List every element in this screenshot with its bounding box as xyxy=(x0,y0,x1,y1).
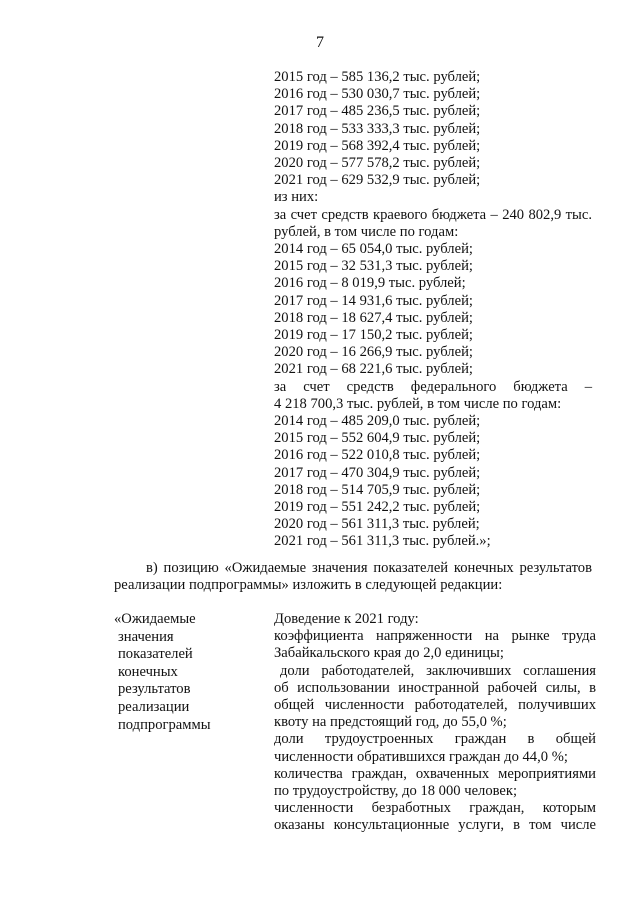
list-item: 2019 год – 551 242,2 тыс. рублей; xyxy=(274,499,481,516)
content-line: численности обратившихся граждан до 44,0 %; xyxy=(274,748,568,765)
list-item: 2016 год – 8 019,9 тыс. рублей; xyxy=(274,275,466,292)
list-item: 2020 год – 577 578,2 тыс. рублей; xyxy=(274,155,481,172)
content-line: общей численности работодателей, получивших xyxy=(274,697,596,714)
regional-budget-heading: за счет средств краевого бюджета – 240 802,9 тыс. xyxy=(274,206,592,223)
list-item: 2021 год – 561 311,3 тыс. рублей.»; xyxy=(274,533,491,550)
content-line: по трудоустройству, до 18 000 человек; xyxy=(274,783,518,800)
content-line: количества граждан, охваченных мероприятиями xyxy=(274,765,596,782)
list-item: 2021 год – 629 532,9 тыс. рублей; xyxy=(274,172,481,189)
list-item: 2015 год – 552 604,9 тыс. рублей; xyxy=(274,430,481,447)
page-number: 7 xyxy=(316,34,324,51)
list-item: 2018 год – 18 627,4 тыс. рублей; xyxy=(274,309,473,326)
list-item: 2014 год – 485 209,0 тыс. рублей; xyxy=(274,413,481,430)
federal-budget-heading: за счет средств федерального бюджета – xyxy=(274,378,592,395)
content-line: квоту на предстоящий год, до 55,0 %; xyxy=(274,714,507,731)
list-item: 2017 год – 485 236,5 тыс. рублей; xyxy=(274,103,481,120)
list-item: 2020 год – 16 266,9 тыс. рублей; xyxy=(274,344,473,361)
list-item: 2019 год – 568 392,4 тыс. рублей; xyxy=(274,137,481,154)
list-item: 2014 год – 65 054,0 тыс. рублей; xyxy=(274,241,473,258)
position-content xyxy=(274,611,596,835)
content-line: численности безработных граждан, которым xyxy=(274,800,596,817)
list-item: 2020 год – 561 311,3 тыс. рублей; xyxy=(274,516,480,533)
position-title-line: «Ожидаемые xyxy=(114,611,196,627)
federal-budget-heading-cont: 4 218 700,3 тыс. рублей, в том числе по годам: xyxy=(274,395,562,412)
content-line: Забайкальского края до 2,0 единицы; xyxy=(274,645,504,662)
content-line: оказаны консультационные услуги, в том числе xyxy=(274,817,596,834)
position-title-line: конечных xyxy=(118,663,178,680)
position-title xyxy=(114,611,254,734)
regional-budget-heading-cont: рублей, в том числе по годам: xyxy=(274,223,459,240)
content-line: Доведение к 2021 году: xyxy=(274,611,419,627)
list-item: 2017 год – 470 304,9 тыс. рублей; xyxy=(274,464,481,481)
content-line: коэффициента напряженности на рынке труда xyxy=(274,628,596,645)
content-line: доли трудоустроенных граждан в общей xyxy=(274,731,596,748)
list-item: из них: xyxy=(274,189,319,206)
list-item: 2019 год – 17 150,2 тыс. рублей; xyxy=(274,327,473,344)
list-item: 2021 год – 68 221,6 тыс. рублей; xyxy=(274,361,473,378)
position-title-line: реализации xyxy=(118,698,190,715)
position-title-line: значения xyxy=(118,628,174,645)
content-line: доли работодателей, заключивших соглашения xyxy=(280,662,596,679)
position-title-line: показателей xyxy=(118,646,193,663)
content-line: об использовании иностранной рабочей силы, в xyxy=(274,679,596,696)
list-item: 2015 год – 32 531,3 тыс. рублей; xyxy=(274,258,473,275)
list-item: 2016 год – 522 010,8 тыс. рублей; xyxy=(274,447,481,464)
amendment-paragraph: в) позицию «Ожидаемые значения показателей конечных результатов реализации подпрограммы» изложить в следующей редакции: xyxy=(114,560,592,594)
list-item: 2016 год – 530 030,7 тыс. рублей; xyxy=(274,86,481,103)
list-item: 2017 год – 14 931,6 тыс. рублей; xyxy=(274,292,473,309)
list-item: 2018 год – 514 705,9 тыс. рублей; xyxy=(274,481,481,498)
list-item: 2018 год – 533 333,3 тыс. рублей; xyxy=(274,120,481,137)
position-title-line: результатов xyxy=(118,681,191,698)
list-item: 2015 год – 585 136,2 тыс. рублей; xyxy=(274,69,481,85)
funding-list xyxy=(274,69,592,551)
position-title-line: подпрограммы xyxy=(118,716,211,733)
